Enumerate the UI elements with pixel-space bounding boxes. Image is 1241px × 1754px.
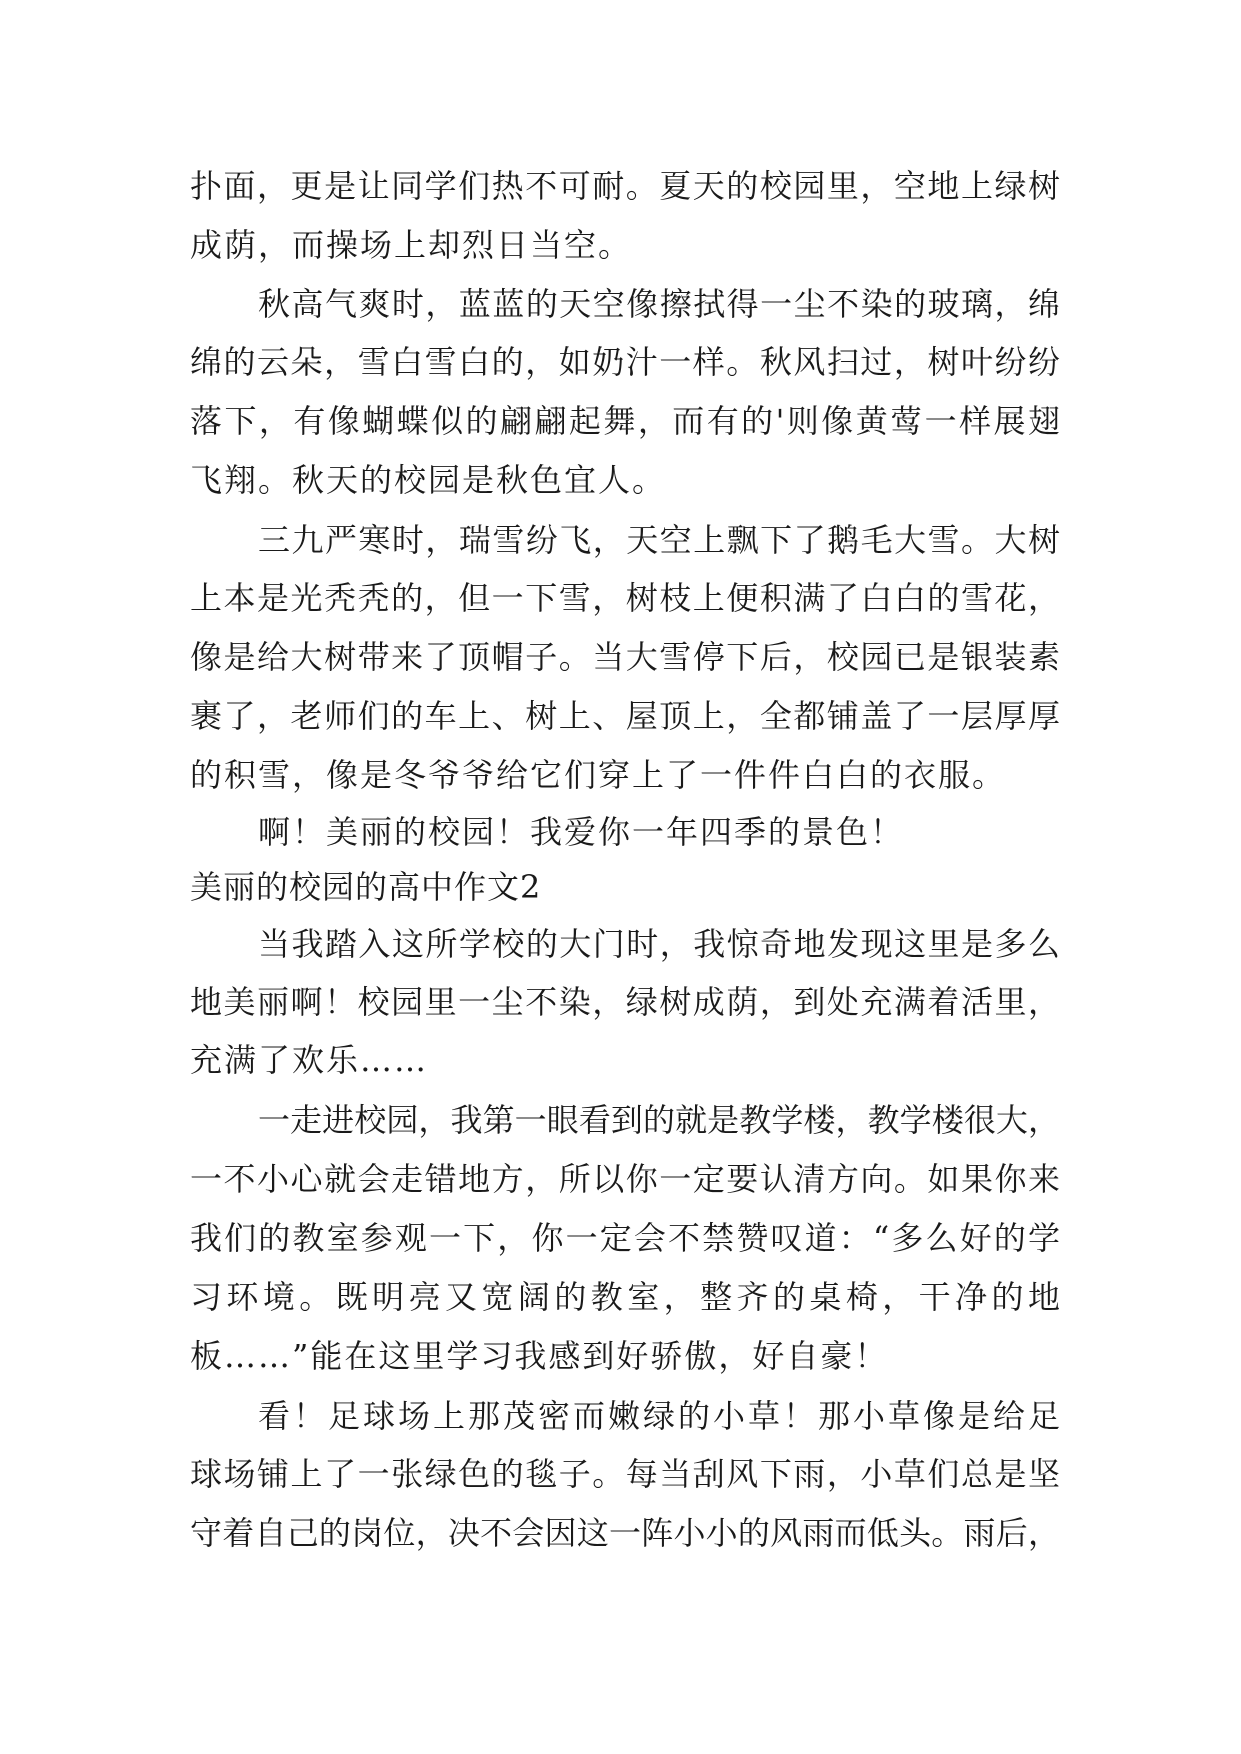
text-line: 飞翔。秋天的校园是秋色宜人。 [190, 461, 667, 499]
text-line: 裹了，老师们的车上、树上、屋顶上，全都铺盖了一层厚厚 [190, 697, 1060, 735]
text-line: 一不小心就会走错地方，所以你一定要认清方向。如果你来 [190, 1160, 1060, 1198]
text-line: 落下，有像蝴蝶似的翩翩起舞，而有的'则像黄莺一样展翅 [190, 402, 1060, 440]
paragraph-start: 秋高气爽时，蓝蓝的天空像擦拭得一尘不染的玻璃，绵 [258, 285, 1060, 323]
paragraph-start: 三九严寒时，瑞雪纷飞，天空上飘下了鹅毛大雪。大树 [258, 521, 1060, 559]
text-line: 的积雪，像是冬爷爷给它们穿上了一件件白白的衣服。 [190, 756, 1007, 794]
paragraph-start: 看！足球场上那茂密而嫩绿的小草！那小草像是给足 [258, 1397, 1060, 1435]
paragraph-start: 一走进校园，我第一眼看到的就是教学楼，教学楼很大， [258, 1101, 1060, 1139]
text-line: 地美丽啊！校园里一尘不染，绿树成荫，到处充满着活里， [190, 983, 1060, 1021]
paragraph-start: 当我踏入这所学校的大门时，我惊奇地发现这里是多么 [258, 925, 1060, 963]
text-line: 扑面，更是让同学们热不可耐。夏天的校园里，空地上绿树 [190, 167, 1060, 205]
text-line: 球场铺上了一张绿色的毯子。每当刮风下雨，小草们总是坚 [190, 1455, 1060, 1493]
paragraph-start: 啊！美丽的校园！我爱你一年四季的景色！ [258, 813, 905, 851]
text-line: 我们的教室参观一下，你一定会不禁赞叹道：“多么好的学 [190, 1219, 1060, 1257]
text-line: 成荫，而操场上却烈日当空。 [190, 226, 633, 264]
text-line: 像是给大树带来了顶帽子。当大雪停下后，校园已是银装素 [190, 638, 1060, 676]
text-line: 习环境。既明亮又宽阔的教室，整齐的桌椅，干净的地 [190, 1278, 1060, 1316]
text-line: 守着自己的岗位，决不会因这一阵小小的风雨而低头。雨后， [190, 1514, 1060, 1552]
section-title: 美丽的校园的高中作文2 [190, 868, 542, 906]
text-line: 充满了欢乐…… [190, 1041, 429, 1079]
text-line: 板……”能在这里学习我感到好骄傲，好自豪！ [190, 1337, 889, 1375]
text-line: 上本是光秃秃的，但一下雪，树枝上便积满了白白的雪花， [190, 579, 1060, 617]
text-line: 绵的云朵，雪白雪白的，如奶汁一样。秋风扫过，树叶纷纷 [190, 343, 1060, 381]
